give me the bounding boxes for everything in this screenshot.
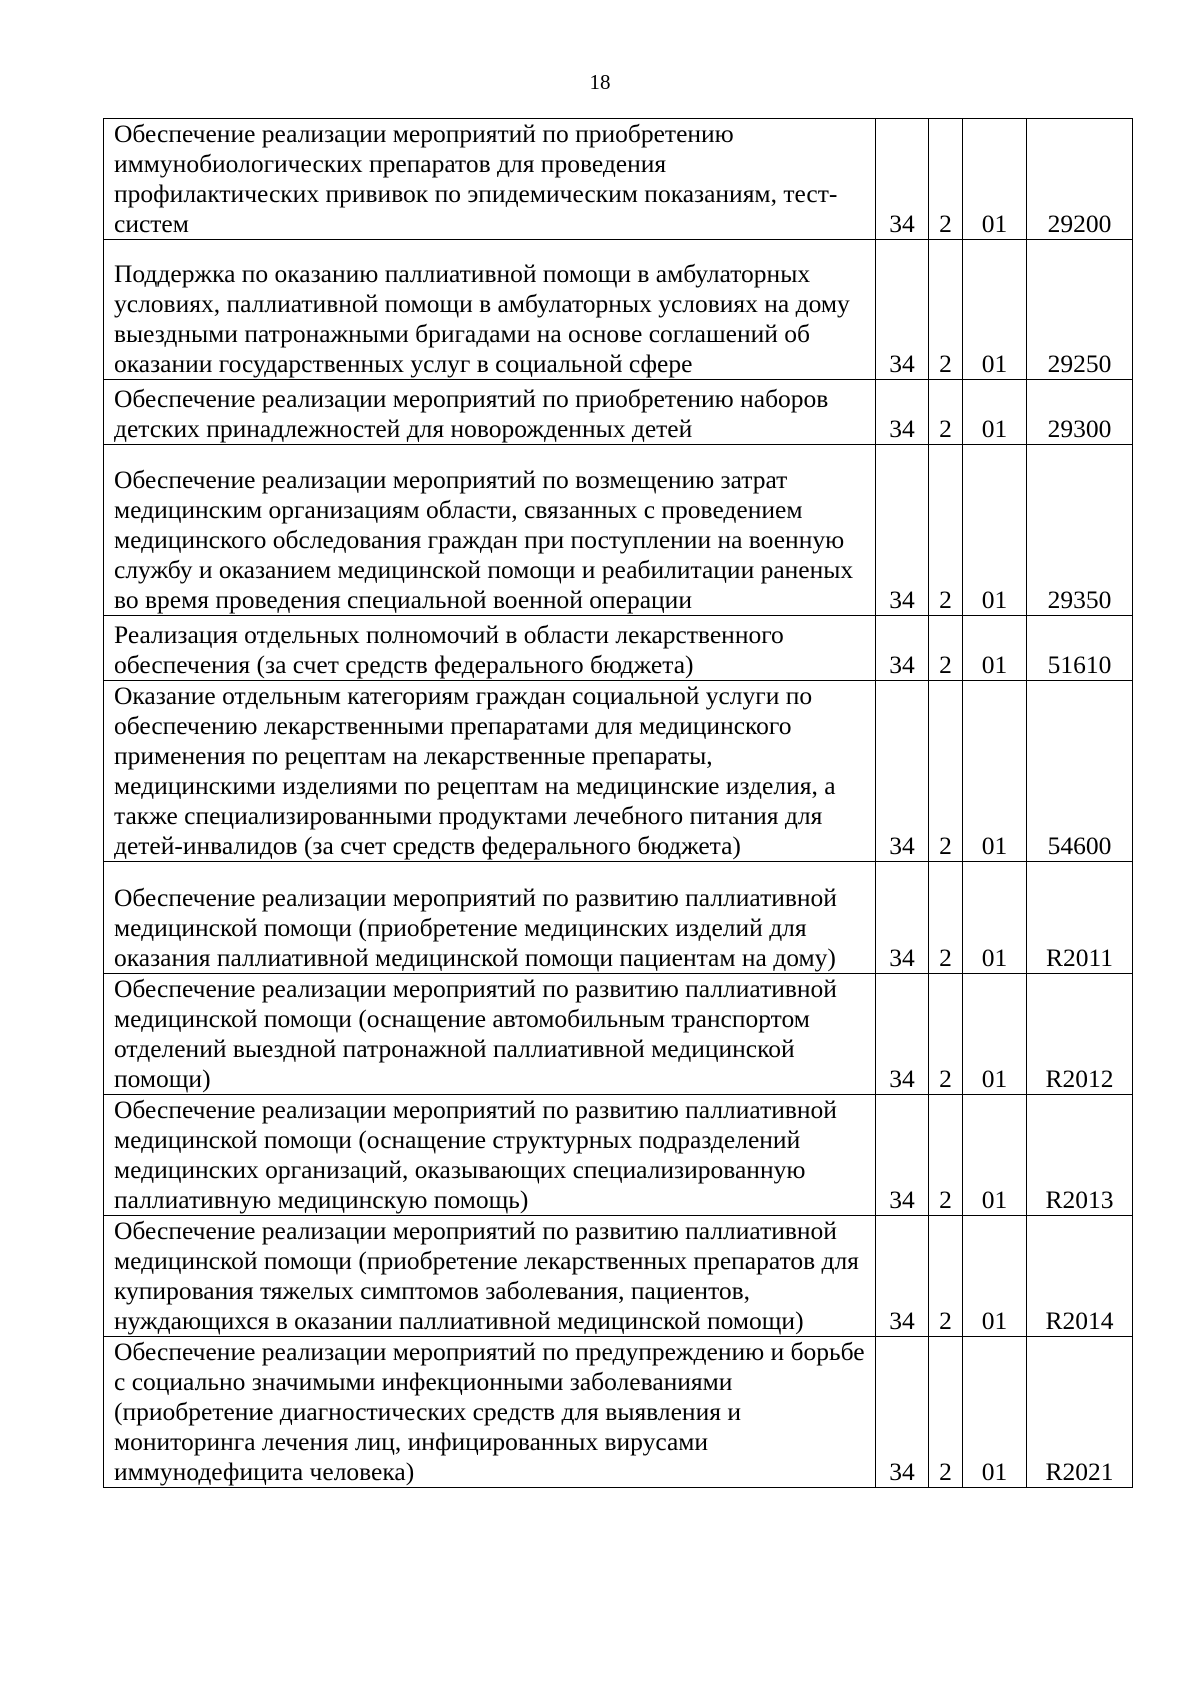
row-description: Реализация отдельных полномочий в области лекарственного обеспечения (за счет средств федерального бюджета) [104, 616, 876, 681]
code-cell-2: 2 [929, 1216, 963, 1337]
code-cell-4: R2011 [1027, 862, 1133, 974]
code-cell-4: 29300 [1027, 380, 1133, 445]
row-description: Обеспечение реализации мероприятий по приобретению иммунобиологических препаратов для проведения профилактических прививок по эпидемическим показаниям, тест-систем [104, 119, 876, 240]
code-cell-2: 2 [929, 1337, 963, 1488]
code-cell-2: 2 [929, 681, 963, 862]
code-cell-4: R2014 [1027, 1216, 1133, 1337]
code-cell-1: 34 [876, 1337, 929, 1488]
code-cell-4: 29350 [1027, 445, 1133, 616]
code-cell-2: 2 [929, 119, 963, 240]
table-row [104, 1216, 1133, 1337]
code-cell-4: 54600 [1027, 681, 1133, 862]
code-cell-2: 2 [929, 240, 963, 380]
code-cell-3: 01 [963, 616, 1027, 681]
row-description: Обеспечение реализации мероприятий по приобретению наборов детских принадлежностей для новорожденных детей [104, 380, 876, 445]
code-cell-2: 2 [929, 445, 963, 616]
budget-classification-table [103, 118, 1133, 1488]
code-cell-3: 01 [963, 380, 1027, 445]
table-row [104, 380, 1133, 445]
code-cell-2: 2 [929, 974, 963, 1095]
code-cell-4: 29250 [1027, 240, 1133, 380]
code-cell-2: 2 [929, 616, 963, 681]
code-cell-1: 34 [876, 616, 929, 681]
table-row [104, 616, 1133, 681]
code-cell-1: 34 [876, 681, 929, 862]
table-row [104, 1337, 1133, 1488]
table-row [104, 862, 1133, 974]
code-cell-3: 01 [963, 1095, 1027, 1216]
table-row [104, 445, 1133, 616]
code-cell-3: 01 [963, 862, 1027, 974]
code-cell-1: 34 [876, 240, 929, 380]
code-cell-3: 01 [963, 119, 1027, 240]
code-cell-4: 51610 [1027, 616, 1133, 681]
code-cell-1: 34 [876, 1095, 929, 1216]
row-description: Оказание отдельным категориям граждан социальной услуги по обеспечению лекарственными препаратами для медицинского применения по рецептам на лекарственные препараты, медицинскими изделиями по рецептам на медицинские изделия, а также специализированными продуктами лечебного питания для детей-инвалидов (за счет средств федерального бюджета) [104, 681, 876, 862]
row-description: Поддержка по оказанию паллиативной помощи в амбулаторных условиях, паллиативной помощи в амбулаторных условиях на дому выездными патронажными бригадами на основе соглашений об оказании государственных услуг в социальной сфере [104, 240, 876, 380]
code-cell-4: R2012 [1027, 974, 1133, 1095]
row-description: Обеспечение реализации мероприятий по возмещению затрат медицинским организациям области, связанных с проведением медицинского обследования граждан при поступлении на военную службу и оказанием медицинской помощи и реабилитации раненых во время проведения специальной военной операции [104, 445, 876, 616]
code-cell-2: 2 [929, 862, 963, 974]
row-description: Обеспечение реализации мероприятий по развитию паллиативной медицинской помощи (оснащение автомобильным транспортом отделений выездной патронажной паллиативной медицинской помощи) [104, 974, 876, 1095]
table-row [104, 974, 1133, 1095]
code-cell-1: 34 [876, 445, 929, 616]
code-cell-4: R2013 [1027, 1095, 1133, 1216]
code-cell-3: 01 [963, 240, 1027, 380]
table-body [104, 119, 1133, 1488]
code-cell-1: 34 [876, 380, 929, 445]
page-number: 18 [589, 70, 611, 94]
code-cell-1: 34 [876, 1216, 929, 1337]
code-cell-1: 34 [876, 862, 929, 974]
code-cell-3: 01 [963, 1337, 1027, 1488]
code-cell-1: 34 [876, 119, 929, 240]
code-cell-3: 01 [963, 974, 1027, 1095]
table-row [104, 681, 1133, 862]
table-row [104, 240, 1133, 380]
row-description: Обеспечение реализации мероприятий по развитию паллиативной медицинской помощи (приобретение лекарственных препаратов для купирования тяжелых симптомов заболевания, пациентов, нуждающихся в оказании паллиативной медицинской помощи) [104, 1216, 876, 1337]
code-cell-1: 34 [876, 974, 929, 1095]
row-description: Обеспечение реализации мероприятий по предупреждению и борьбе с социально значимыми инфекционными заболеваниями (приобретение диагностических средств для выявления и мониторинга лечения лиц, инфицированных вирусами иммунодефицита человека) [104, 1337, 876, 1488]
code-cell-2: 2 [929, 1095, 963, 1216]
code-cell-3: 01 [963, 1216, 1027, 1337]
code-cell-4: 29200 [1027, 119, 1133, 240]
row-description: Обеспечение реализации мероприятий по развитию паллиативной медицинской помощи (оснащение структурных подразделений медицинских организаций, оказывающих специализированную паллиативную медицинскую помощь) [104, 1095, 876, 1216]
code-cell-3: 01 [963, 445, 1027, 616]
code-cell-4: R2021 [1027, 1337, 1133, 1488]
code-cell-3: 01 [963, 681, 1027, 862]
code-cell-2: 2 [929, 380, 963, 445]
row-description: Обеспечение реализации мероприятий по развитию паллиативной медицинской помощи (приобретение медицинских изделий для оказания паллиативной медицинской помощи пациентам на дому) [104, 862, 876, 974]
table-row [104, 119, 1133, 240]
table-row [104, 1095, 1133, 1216]
